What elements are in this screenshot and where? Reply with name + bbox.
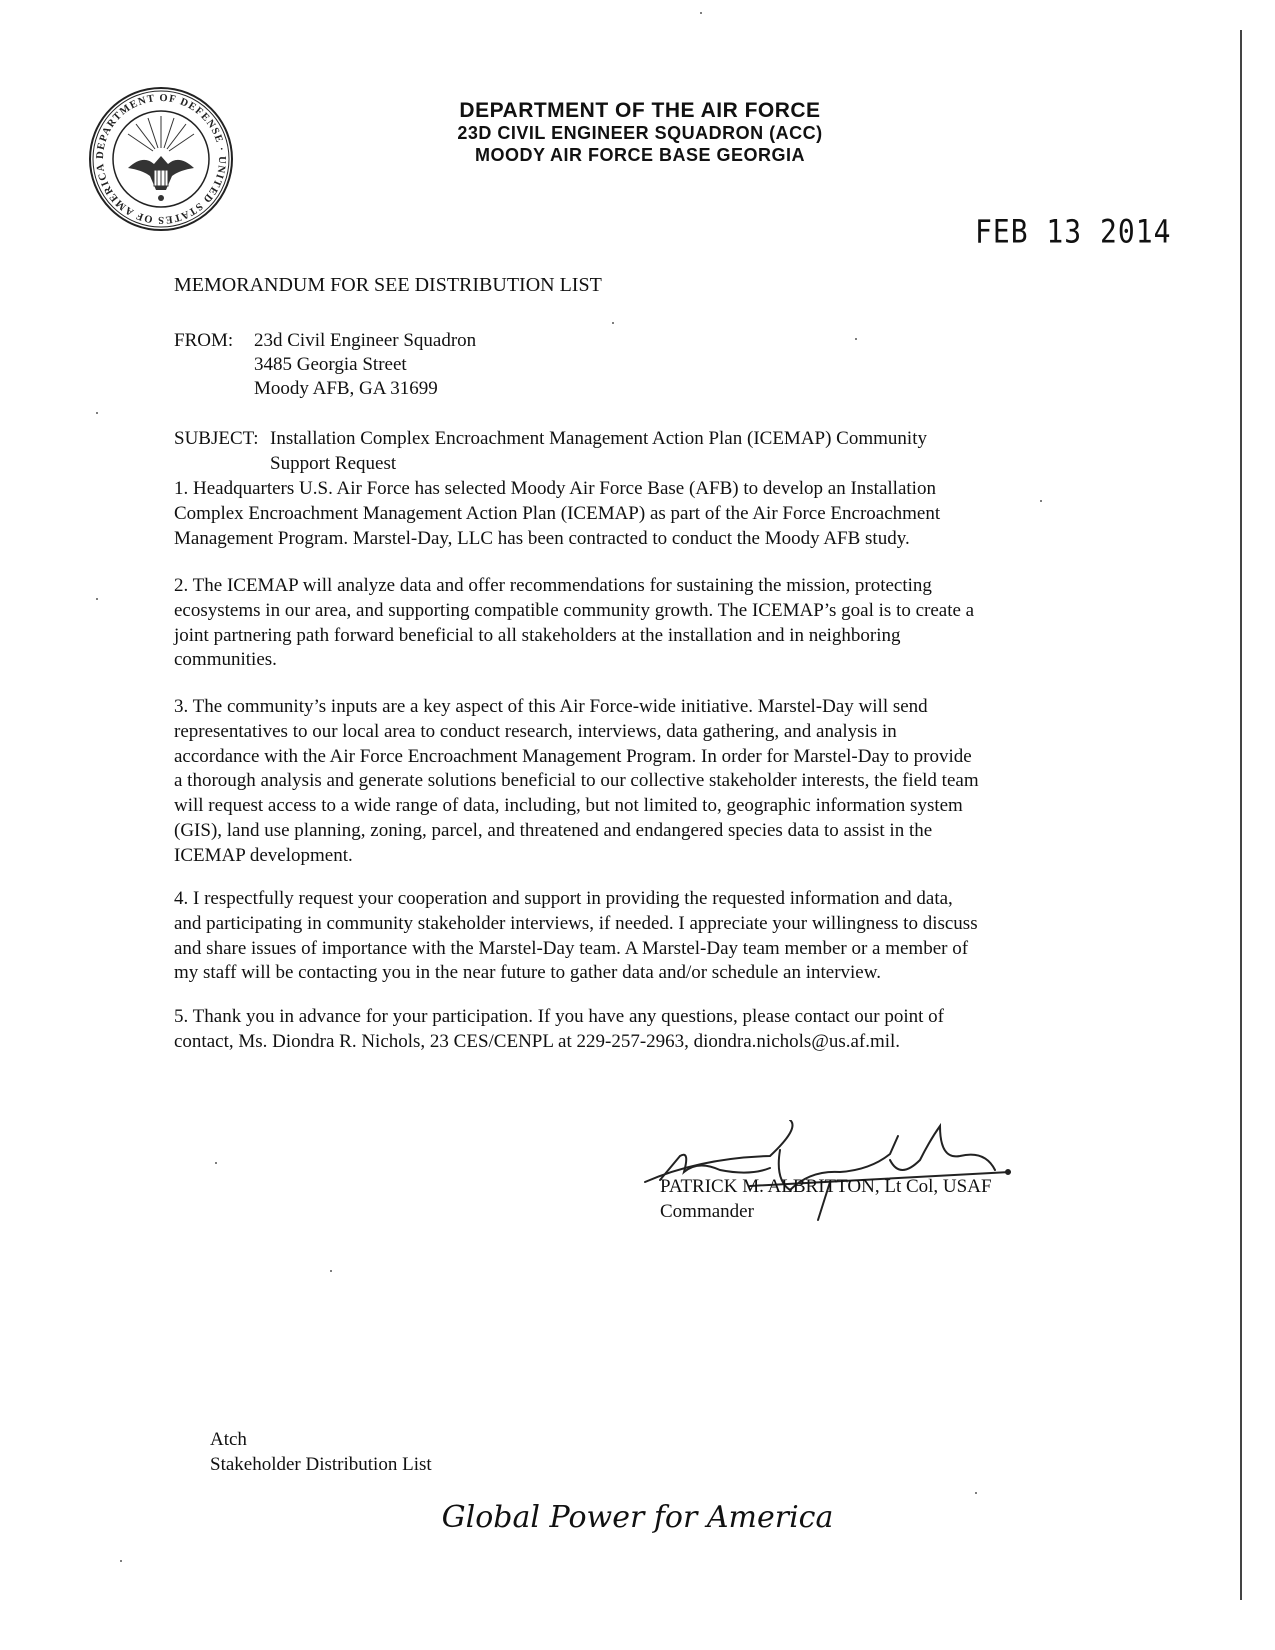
scan-speck [120,1560,122,1562]
paragraph-line: 3. The community’s inputs are a key aspect of this Air Force-wide initiative. Marstel-Day will send [174,696,928,717]
paragraph-line: 5. Thank you in advance for your participation. If you have any questions, please contact our point of [174,1006,944,1027]
scan-speck [330,1270,332,1272]
paragraph-line: my staff will be contacting you in the near future to gather data and/or schedule an interview. [174,962,881,984]
subject-line: Support Request [270,452,397,474]
paragraph-line: and share issues of importance with the Marstel-Day team. A Marstel-Day team member or a member of [174,937,969,959]
seal-text: DEPARTMENT OF DEFENSE · UNITED STATES OF AMERICA [94,92,228,226]
paragraph-line: 2. The ICEMAP will analyze data and offer recommendations for sustaining the mission, protecting [174,575,932,596]
attachment-block [210,1428,432,1478]
scan-speck [96,598,98,600]
attachment-item: Stakeholder Distribution List [210,1453,432,1475]
letterhead [360,100,920,166]
paragraph-line: Complex Encroachment Management Action Plan (ICEMAP) as part of the Air Force Encroachment [174,502,941,524]
paragraph-line: accordance with the Air Force Encroachment Management Program. In order for Marstel-Day to provide [174,745,972,767]
attachment-label: Atch [210,1429,247,1450]
from-line: Moody AFB, GA 31699 [254,378,438,399]
letterhead-unit: 23D CIVIL ENGINEER SQUADRON (ACC) [457,123,823,143]
paragraph-line: representatives to our local area to conduct research, interviews, data gathering, and analysis in [174,720,897,742]
scan-speck [975,1492,977,1494]
paragraph-line: (GIS), land use planning, zoning, parcel, and threatened and endangered species data to assist in the [174,819,933,841]
from-label: FROM: [174,330,234,351]
from-line: 23d Civil Engineer Squadron [254,330,477,351]
scan-speck [1040,500,1042,502]
signer-name: PATRICK M. ALBRITTON, Lt Col, USAF [660,1176,992,1197]
paragraph-5 [174,1005,1099,1055]
letterhead-department: DEPARTMENT OF THE AIR FORCE [459,99,821,122]
paragraph-3 [174,695,1099,869]
subject-text [270,427,1050,477]
paragraph-line: ICEMAP development. [174,844,353,866]
scan-speck [700,12,702,14]
paragraph-line: and participating in community stakeholder interviews, if needed. I appreciate your willingness to discuss [174,912,978,934]
motto: Global Power for America [441,1500,834,1535]
letterhead-base: MOODY AIR FORCE BASE GEORGIA [474,145,806,165]
paragraph-line: ecosystems in our area, and supporting compatible community growth. The ICEMAP’s goal is to create a [174,599,975,621]
from-line: 3485 Georgia Street [254,354,407,375]
scan-speck [215,1162,217,1164]
scan-speck [855,338,857,340]
paragraph-line: 1. Headquarters U.S. Air Force has selected Moody Air Force Base (AFB) to develop an Installation [174,478,936,499]
signer-title: Commander [660,1200,754,1222]
paragraph-line: contact, Ms. Diondra R. Nichols, 23 CES/CENPL at 229-257-2963, diondra.nichols@us.af.mil. [174,1030,901,1052]
paragraph-line: a thorough analysis and generate solutions beneficial to our collective stakeholder interests, the field team [174,770,979,792]
memorandum-for: MEMORANDUM FOR SEE DISTRIBUTION LIST [174,274,602,296]
paragraph-line: Management Program. Marstel-Day, LLC has been contracted to conduct the Moody AFB study. [174,527,910,549]
scan-speck [96,412,98,414]
paragraph-line: will request access to a wide range of data, including, but not limited to, geographic information system [174,795,963,817]
subject-line: Installation Complex Encroachment Management Action Plan (ICEMAP) Community [270,428,927,449]
scan-speck [612,322,614,324]
signature-block [660,1175,992,1225]
date-stamp: FEB 13 2014 [975,212,1172,251]
paragraph-1 [174,477,1099,551]
subject-label: SUBJECT: [174,428,259,449]
paragraph-2 [174,574,1099,673]
paragraph-line: 4. I respectfully request your cooperation and support in providing the requested information and data, [174,888,953,909]
paragraph-4 [174,887,1099,986]
scan-edge-line [1240,30,1242,1600]
paragraph-line: communities. [174,649,277,671]
paragraph-line: joint partnering path forward beneficial to all stakeholders at the installation and in neighboring [174,624,901,646]
department-of-defense-seal-icon [88,86,234,232]
